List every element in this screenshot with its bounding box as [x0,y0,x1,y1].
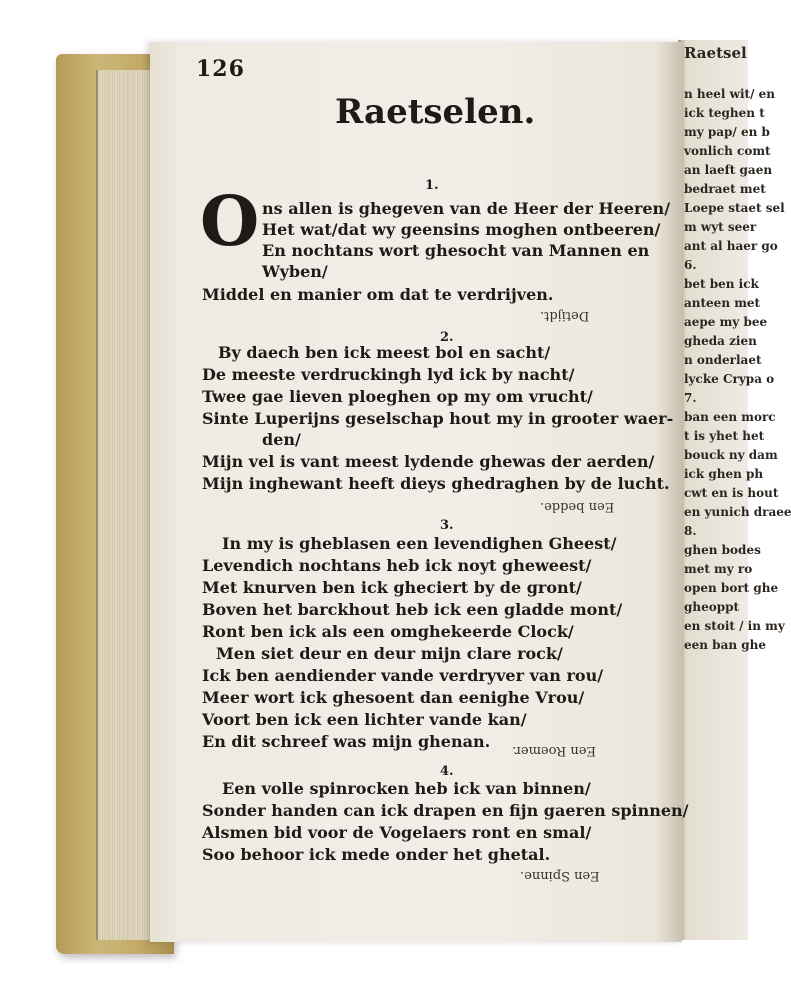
facing-page-line: vonlich comt [684,144,771,158]
verse-line: Meer wort ick ghesoent dan eenighe Vrou/ [202,688,585,707]
verse-line: Voort ben ick een lichter vande kan/ [202,710,527,729]
verse-line: Sonder handen can ick drapen en fijn gaeren spinnen/ [202,801,689,820]
facing-page-line: en stoit / in my [684,619,785,633]
facing-page-line: 7. [684,391,697,405]
facing-page-line: ghen bodes [684,543,761,557]
verse-line: Met knurven ben ick gheciert by de gront/ [202,578,582,597]
verse-line: Ick ben aendiender vande verdryver van rou/ [202,666,604,685]
facing-page-line: ant al haer go [684,239,778,253]
verse-line: Levendich nochtans heb ick noyt gheweest/ [202,556,592,575]
facing-page-line: open bort ghe [684,581,779,595]
facing-page-line: my pap/ en b [684,125,770,139]
facing-page-line: aepe my bee [684,315,768,329]
verse-line: In my is gheblasen een levendighen Gheest/ [222,534,617,553]
facing-page-line: ban een morc [684,410,776,424]
facing-page-line: ick teghen t [684,106,765,120]
verse-line: Boven het barckhout heb ick een gladde mont/ [202,600,623,619]
verse-line: Mijn inghewant heeft dieys ghedraghen by de lucht. [202,474,670,493]
riddle-answer: Een bedde. [540,499,615,514]
facing-page-line: anteen met [684,296,761,310]
facing-page-line: bedraet met [684,182,766,196]
drop-cap: O [200,182,260,262]
verse-line: En nochtans wort ghesocht van Mannen en [262,241,650,260]
verse-line: Wyben/ [262,262,328,281]
page-number: 126 [196,56,245,82]
facing-page-line: gheda zien [684,334,757,348]
facing-page-line: gheoppt [684,600,740,614]
riddle-answer: Een Spinne. [520,868,600,883]
riddle-number: 1. [425,178,439,193]
riddle-answer: Detijdt. [540,308,590,323]
riddle-answer: Een Roemer. [512,743,596,758]
riddle-number: 4. [440,764,454,779]
facing-page-line: Loepe staet sel [684,201,785,215]
riddle-number: 2. [440,330,454,345]
verse-line: Men siet deur en deur mijn clare rock/ [216,644,563,663]
verse-line: De meeste verdruckingh lyd ick by nacht/ [202,365,575,384]
verse-line: Ront ben ick als een omghekeerde Clock/ [202,622,574,641]
riddle-number: 3. [440,518,454,533]
facing-page-line: met my ro [684,562,753,576]
facing-page-line: n heel wit/ en [684,87,775,101]
verse-line: Het wat/dat wy geensins moghen ontbeeren/ [262,220,661,239]
facing-page-header: Raetsel [684,44,747,62]
verse-line: Alsmen bid voor de Vogelaers ront en smal/ [202,823,592,842]
verse-line: den/ [262,430,301,449]
facing-page-line: 8. [684,524,697,538]
verse-line: ns allen is ghegeven van de Heer der Heeren/ [262,199,671,218]
verse-line: Mijn vel is vant meest lydende ghewas der aerden/ [202,452,655,471]
verse-line: Een volle spinrocken heb ick van binnen/ [222,779,591,798]
verse-line: Sinte Luperijns geselschap hout my in grooter waer- [202,409,674,428]
verse-line: Soo behoor ick mede onder het ghetal. [202,845,551,864]
verse-line: Twee gae lieven ploeghen op my om vrucht/ [202,387,593,406]
facing-page-line: an laeft gaen [684,163,773,177]
page-title: Raetselen. [335,92,536,132]
facing-page-line: 6. [684,258,697,272]
verse-line: En dit schreef was mijn ghenan. [202,732,491,751]
facing-page-line: bouck ny dam [684,448,778,462]
facing-page-line: en yunich draee [684,505,791,519]
facing-page-line: m wyt seer [684,220,757,234]
facing-page-line: een ban ghe [684,638,766,652]
verse-line: By daech ben ick meest bol en sacht/ [218,343,551,362]
facing-page-line: bet ben ick [684,277,759,291]
facing-page-line: lycke Crypa o [684,372,775,386]
facing-page-line: n onderlaet [684,353,762,367]
verse-line: Middel en manier om dat te verdrijven. [202,285,554,304]
facing-page-line: cwt en is hout [684,486,779,500]
facing-page-line: t is yhet het [684,429,765,443]
facing-page-line: ick ghen ph [684,467,764,481]
